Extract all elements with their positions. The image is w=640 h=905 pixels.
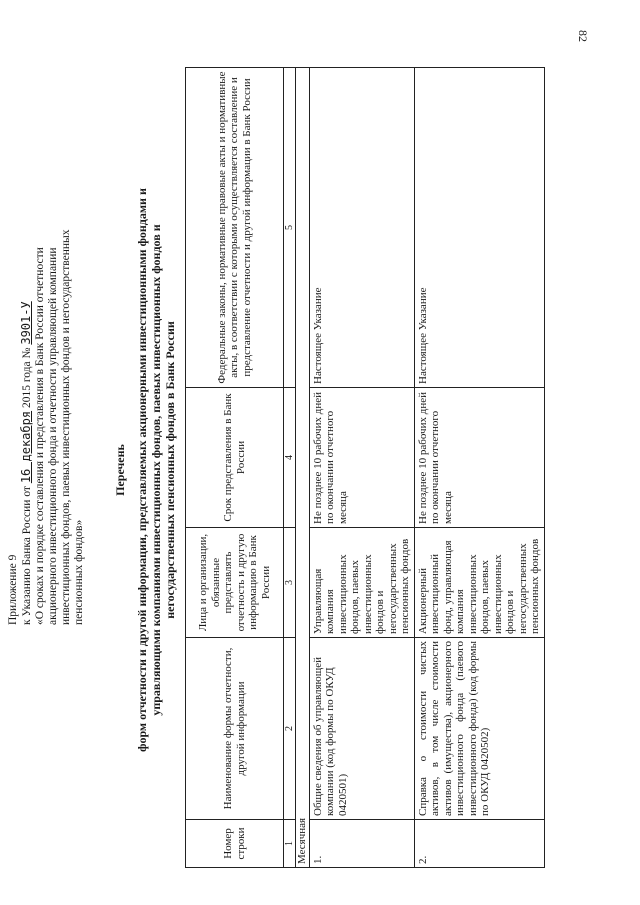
- rotated-page: [3, 30, 613, 890]
- document-title: Перечень: [113, 444, 127, 496]
- section-row: [296, 68, 310, 868]
- header-cell: Номер строки: [186, 820, 284, 868]
- section-label: Месячная: [296, 68, 310, 868]
- form-name: Справка о стоимости чистых активов, в том числе стоимости активов (имущества), акционерного инвестиционного фонда (паевого инвестиционного фонда) (код формы по ОКУД 0420502): [414, 638, 544, 820]
- order-title-line: акционерного инвестиционного фонда и отчетности управляющей компании: [47, 247, 59, 625]
- document-subtitle: негосударственных пенсионных фондов в Банк России: [163, 321, 177, 619]
- row-number: 2.: [414, 820, 544, 868]
- document-subtitle: управляющими компаниями инвестиционных фондов, паевых инвестиционных фондов и: [149, 224, 163, 716]
- forms-table: [185, 67, 545, 868]
- header-cell: Срок представления в Банк России: [186, 388, 284, 528]
- appendix-header: [7, 25, 86, 625]
- order-title-line: пенсионных фондов»: [73, 519, 85, 625]
- order-date: 16 декабря: [19, 410, 33, 484]
- table-row: [309, 68, 414, 868]
- document-subtitle: форм отчетности и другой информации, представляемых акционерными инвестиционными фондами и: [135, 188, 149, 752]
- table-header-row: [186, 68, 284, 868]
- legal-basis: Настоящее Указание: [309, 68, 414, 388]
- responsible-entities: Управляющая компания инвестиционных фондов, паевых инвестиционных фондов и негосударственных пенсионных фондов: [309, 528, 414, 638]
- appendix-label: Приложение 9: [7, 554, 19, 625]
- form-name: Общие сведения об управляющей компании (код формы по ОКУД 0420501): [309, 638, 414, 820]
- column-number-row: 1 2 3 4 5: [284, 68, 296, 868]
- order-title-line: инвестиционных фондов, паевых инвестиционных фондов и негосударственных: [60, 229, 72, 625]
- row-number: 1.: [309, 820, 414, 868]
- page-number: 82: [576, 30, 590, 42]
- responsible-entities: Акционерный инвестиционный фонд, управляющая компания инвестиционных фондов, паевых инвестиционных фондов и негосударственных пенсионных фондов: [414, 528, 544, 638]
- legal-basis: Настоящее Указание: [414, 68, 544, 388]
- header-cell: Лица и организации, обязанные представлять отчетность и другую информацию в Банк России: [186, 528, 284, 638]
- order-number: 3901-У: [19, 301, 33, 345]
- header-cell: Федеральные законы, нормативные правовые акты и нормативные акты, в соответствии с которыми осуществляется составление и представление отчетности и другой информации в Банк России: [186, 68, 284, 388]
- submission-deadline: Не позднее 10 рабочих дней по окончании отчетного месяца: [414, 388, 544, 528]
- order-title-line: «О сроках и порядке составления и представления в Банк России отчетности: [34, 247, 46, 625]
- order-reference: к Указанию Банка России от 16 декабря 2015 года № 3901-У: [19, 301, 33, 625]
- submission-deadline: Не позднее 10 рабочих дней по окончании отчетного месяца: [309, 388, 414, 528]
- header-cell: Наименование формы отчетности, другой информации: [186, 638, 284, 820]
- table-row: [414, 68, 544, 868]
